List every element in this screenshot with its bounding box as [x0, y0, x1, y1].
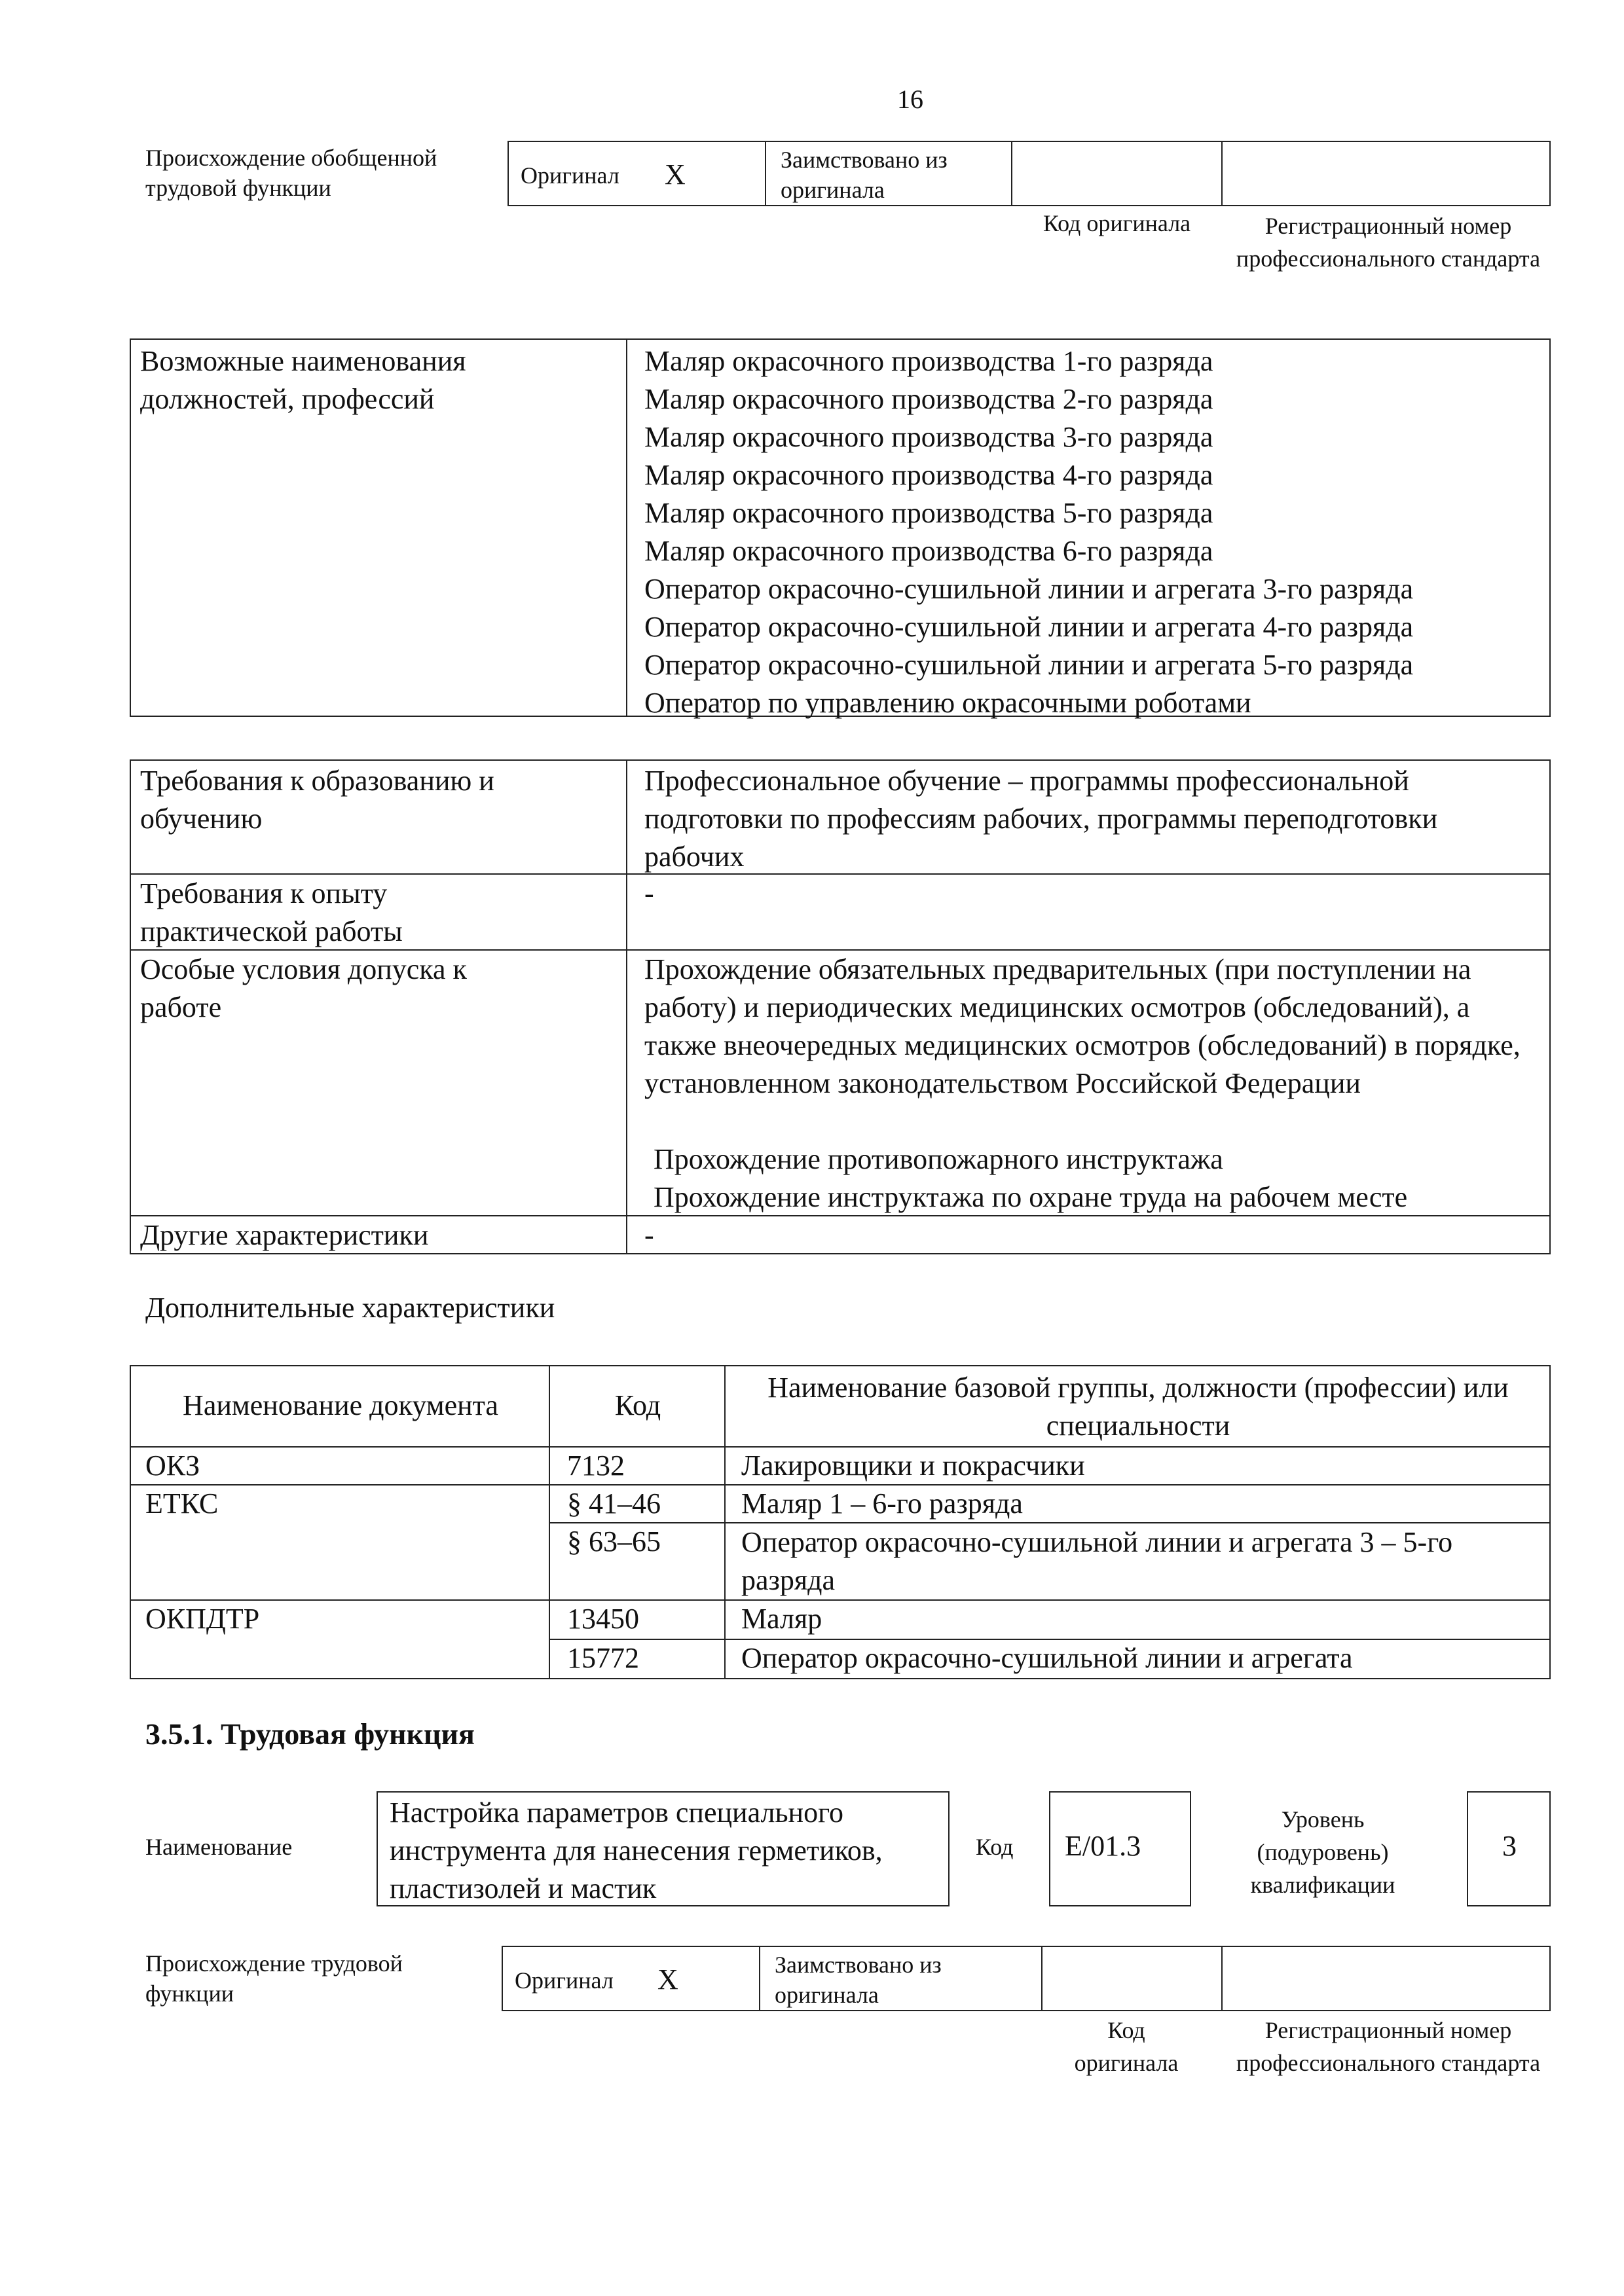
- original-label: Оригинал: [521, 162, 619, 189]
- origin-fn-code-caption: Код оригинала: [1074, 2017, 1179, 2076]
- req-admission-value-1: Прохождение обязательных предварительных (при поступлении на работу) и периодических медицинских осмотров (обследований), а также внеочередных медицинских осмотров (обследований) в порядке, установленном законодательством Российской Федерации: [644, 953, 1521, 1099]
- origin-fn-reg-caption: Регистрационный номер профессионального стандарта: [1236, 2017, 1541, 2076]
- add-code-row: [549, 1446, 726, 1485]
- req-education-label-cell: [130, 759, 627, 875]
- header-name-text: Наименование базовой группы, должности (профессии) или специальности: [767, 1372, 1509, 1442]
- code-text: § 63–65: [567, 1525, 661, 1558]
- name-text: Маляр 1 – 6-го разряда: [741, 1487, 1023, 1520]
- position-item: Маляр окрасочного производства 5-го разряда: [644, 497, 1213, 529]
- code-text: 7132: [567, 1449, 625, 1482]
- function-name-value: Настройка параметров специального инструмента для нанесения герметиков, пластизолей и мастик: [390, 1796, 883, 1904]
- add-code-row: [549, 1639, 726, 1679]
- function-code-cell: [1049, 1791, 1191, 1906]
- req-admission-value-2: Прохождение противопожарного инструктажа: [654, 1143, 1223, 1175]
- req-experience-label: Требования к опыту практической работы: [140, 877, 403, 947]
- req-other-value: -: [644, 1219, 654, 1251]
- positions-list: [644, 342, 1413, 722]
- origin-fn-code-cell: [1041, 1946, 1223, 2011]
- add-header-code: [549, 1365, 726, 1448]
- add-doc-etks: [130, 1484, 550, 1601]
- positions-label-cell: [130, 338, 627, 717]
- req-other-label: Другие характеристики: [140, 1219, 429, 1251]
- req-experience-value: -: [644, 877, 654, 909]
- positions-label: Возможные наименования должностей, профессий: [140, 345, 466, 415]
- name-text: Оператор окрасочно-сушильной линии и агрегата: [741, 1642, 1353, 1674]
- origin-generalized-label: Происхождение обобщенной трудовой функции: [145, 145, 437, 201]
- header-doc-text: Наименование документа: [183, 1389, 498, 1421]
- position-item: Маляр окрасочного производства 1-го разряда: [644, 345, 1213, 377]
- original-mark: X: [665, 158, 686, 191]
- page-number: 16: [897, 84, 923, 114]
- origin-fn-original-cell: [502, 1946, 760, 2011]
- positions-list-cell: [626, 338, 1551, 717]
- req-admission-value-3: Прохождение инструктажа по охране труда на рабочем месте: [654, 1181, 1408, 1213]
- name-text: Лакировщики и покрасчики: [741, 1449, 1085, 1482]
- origin-code-cell: [1011, 141, 1223, 206]
- position-item: Маляр окрасочного производства 3-го разряда: [644, 421, 1213, 453]
- req-other-value-cell: [626, 1215, 1551, 1254]
- doc-okz-text: ОКЗ: [145, 1449, 200, 1482]
- origin-fn-borrowed-cell: [759, 1946, 1043, 2011]
- original-mark: X: [657, 1963, 678, 1995]
- req-education-label: Требования к образованию и обучению: [140, 765, 494, 835]
- position-item: Маляр окрасочного производства 4-го разряда: [644, 459, 1213, 491]
- additional-heading: Дополнительные характеристики: [145, 1292, 555, 1324]
- borrowed-label: Заимствовано из оригинала: [781, 147, 948, 203]
- req-experience-label-cell: [130, 873, 627, 951]
- req-education-value-cell: [626, 759, 1551, 875]
- borrowed-label: Заимствовано из оригинала: [775, 1952, 942, 2008]
- origin-reg-cell: [1221, 141, 1551, 206]
- function-level-label: Уровень (подуровень) квалификации: [1250, 1806, 1395, 1898]
- add-doc-okz: [130, 1446, 550, 1485]
- position-item: Оператор окрасочно-сушильной линии и агрегата 4-го разряда: [644, 611, 1414, 643]
- add-code-row: [549, 1599, 726, 1640]
- function-heading: 3.5.1. Трудовая функция: [145, 1717, 475, 1751]
- add-header-doc: [130, 1365, 550, 1448]
- add-name-row: [724, 1599, 1551, 1640]
- position-item: Оператор окрасочно-сушильной линии и агрегата 3-го разряда: [644, 573, 1414, 605]
- add-doc-okpdtr: [130, 1599, 550, 1679]
- origin-borrowed-cell: [765, 141, 1012, 206]
- req-admission-label-cell: [130, 949, 627, 1216]
- name-text: Оператор окрасочно-сушильной линии и агрегата 3 – 5-го разряда: [741, 1526, 1453, 1596]
- function-name-cell: [377, 1791, 950, 1906]
- position-item: Оператор по управлению окрасочными роботами: [644, 687, 1251, 719]
- add-header-name: [724, 1365, 1551, 1448]
- origin-code-caption: Код оригинала: [1043, 210, 1191, 236]
- code-text: 15772: [567, 1642, 639, 1674]
- function-name-label: Наименование: [145, 1834, 293, 1860]
- req-other-label-cell: [130, 1215, 627, 1254]
- position-item: Оператор окрасочно-сушильной линии и агрегата 5-го разряда: [644, 649, 1414, 681]
- doc-etks-text: ЕТКС: [145, 1487, 219, 1520]
- doc-okpdtr-text: ОКПДТР: [145, 1603, 260, 1635]
- header-code-text: Код: [614, 1389, 661, 1421]
- function-level-value: 3: [1502, 1830, 1517, 1862]
- add-code-row: [549, 1484, 726, 1523]
- code-text: § 41–46: [567, 1487, 661, 1520]
- origin-original-cell: [507, 141, 766, 206]
- origin-fn-reg-cell: [1221, 1946, 1551, 2011]
- position-item: Маляр окрасочного производства 2-го разряда: [644, 383, 1213, 415]
- position-item: Маляр окрасочного производства 6-го разряда: [644, 535, 1213, 567]
- origin-reg-caption: Регистрационный номер профессионального стандарта: [1236, 213, 1541, 272]
- function-level-cell: [1467, 1791, 1551, 1906]
- req-admission-value-cell: [626, 949, 1551, 1216]
- add-name-row: [724, 1446, 1551, 1485]
- origin-function-label: Происхождение трудовой функции: [145, 1950, 403, 2007]
- name-text: Маляр: [741, 1603, 822, 1635]
- req-admission-label: Особые условия допуска к работе: [140, 953, 467, 1023]
- code-text: 13450: [567, 1603, 639, 1635]
- function-code-label: Код: [976, 1834, 1014, 1860]
- add-name-row: [724, 1484, 1551, 1523]
- function-code-value: E/01.3: [1065, 1830, 1141, 1862]
- original-label: Оригинал: [515, 1967, 614, 1994]
- add-name-row: [724, 1522, 1551, 1601]
- add-code-row: [549, 1522, 726, 1601]
- req-experience-value-cell: [626, 873, 1551, 951]
- req-education-value: Профессиональное обучение – программы профессиональной подготовки по профессиям рабочих, программы переподготовки рабочих: [644, 765, 1438, 873]
- add-name-row: [724, 1639, 1551, 1679]
